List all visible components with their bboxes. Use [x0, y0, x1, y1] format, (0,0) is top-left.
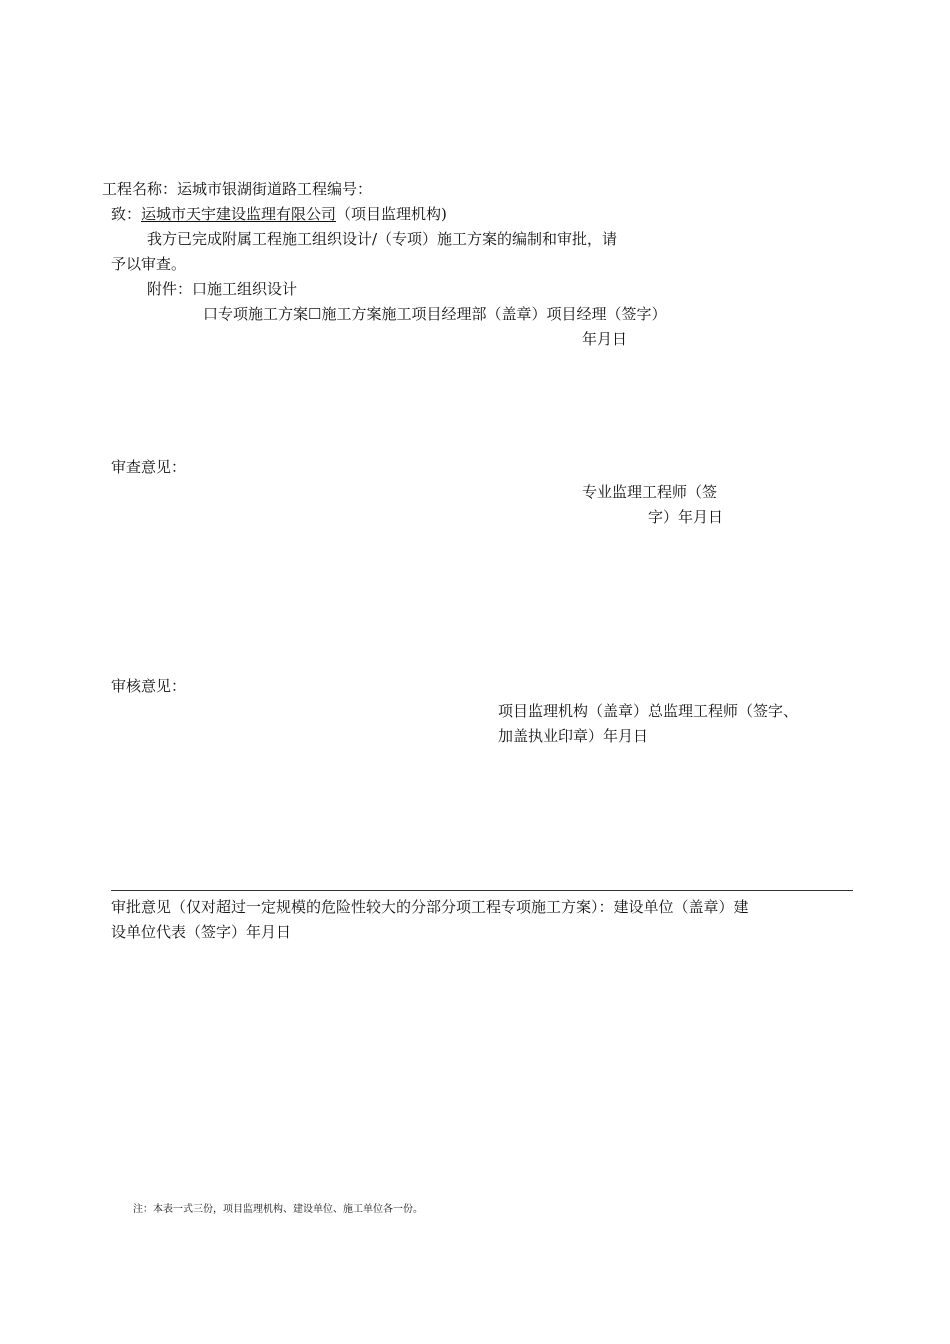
review-signer-line [582, 482, 717, 502]
body-line-2: 予以审查。 [111, 255, 187, 273]
audit-signer-date: 加盖执业印章）年月日 [498, 727, 649, 745]
addressee-suffix: （项目监理机构) [336, 205, 447, 223]
review-label: 审查意见： [111, 458, 187, 476]
audit-signer-rest: （签字、 [738, 702, 799, 720]
addressee-org: 运城市天宇建设监理有限公司 [141, 205, 337, 223]
review-signer-rest: （签 [687, 483, 718, 501]
audit-org-seal: 项目监理机构（盖章） [498, 702, 649, 720]
footer-note: 注：本表一式三份，项目监理机构、建设单位、施工单位各一份。 [133, 1204, 423, 1215]
approval-divider [111, 890, 853, 891]
audit-chief-title: 总监理工程师 [648, 702, 739, 720]
submission-date: 年月日 [582, 330, 628, 348]
review-signer-title: 专业监理工程师 [582, 483, 688, 501]
project-name-line: 工程名称：运城市银湖街道路工程编号： [102, 180, 373, 198]
approval-line-2: 设单位代表（签字）年月日 [111, 923, 292, 941]
body-line-1: 我方已完成附属工程施工组织设计/（专项）施工方案的编制和审批，请 [147, 230, 618, 248]
approval-line-1: 审批意见（仅对超过一定规模的危险性较大的分部分项工程专项施工方案）：建设单位（盖章）建 [111, 898, 749, 916]
audit-signer-line [498, 701, 798, 721]
addressee-prefix: 致： [111, 205, 142, 223]
attachment-line: 附件：口施工组织设计 [147, 280, 298, 298]
addressee-line [111, 204, 447, 224]
review-signer-date: 字）年月日 [648, 508, 724, 526]
audit-label: 审核意见： [111, 677, 187, 695]
attachment-line-2: 口专项施工方案☐施工方案施工项目经理部（盖章）项目经理（签字） [203, 305, 667, 323]
